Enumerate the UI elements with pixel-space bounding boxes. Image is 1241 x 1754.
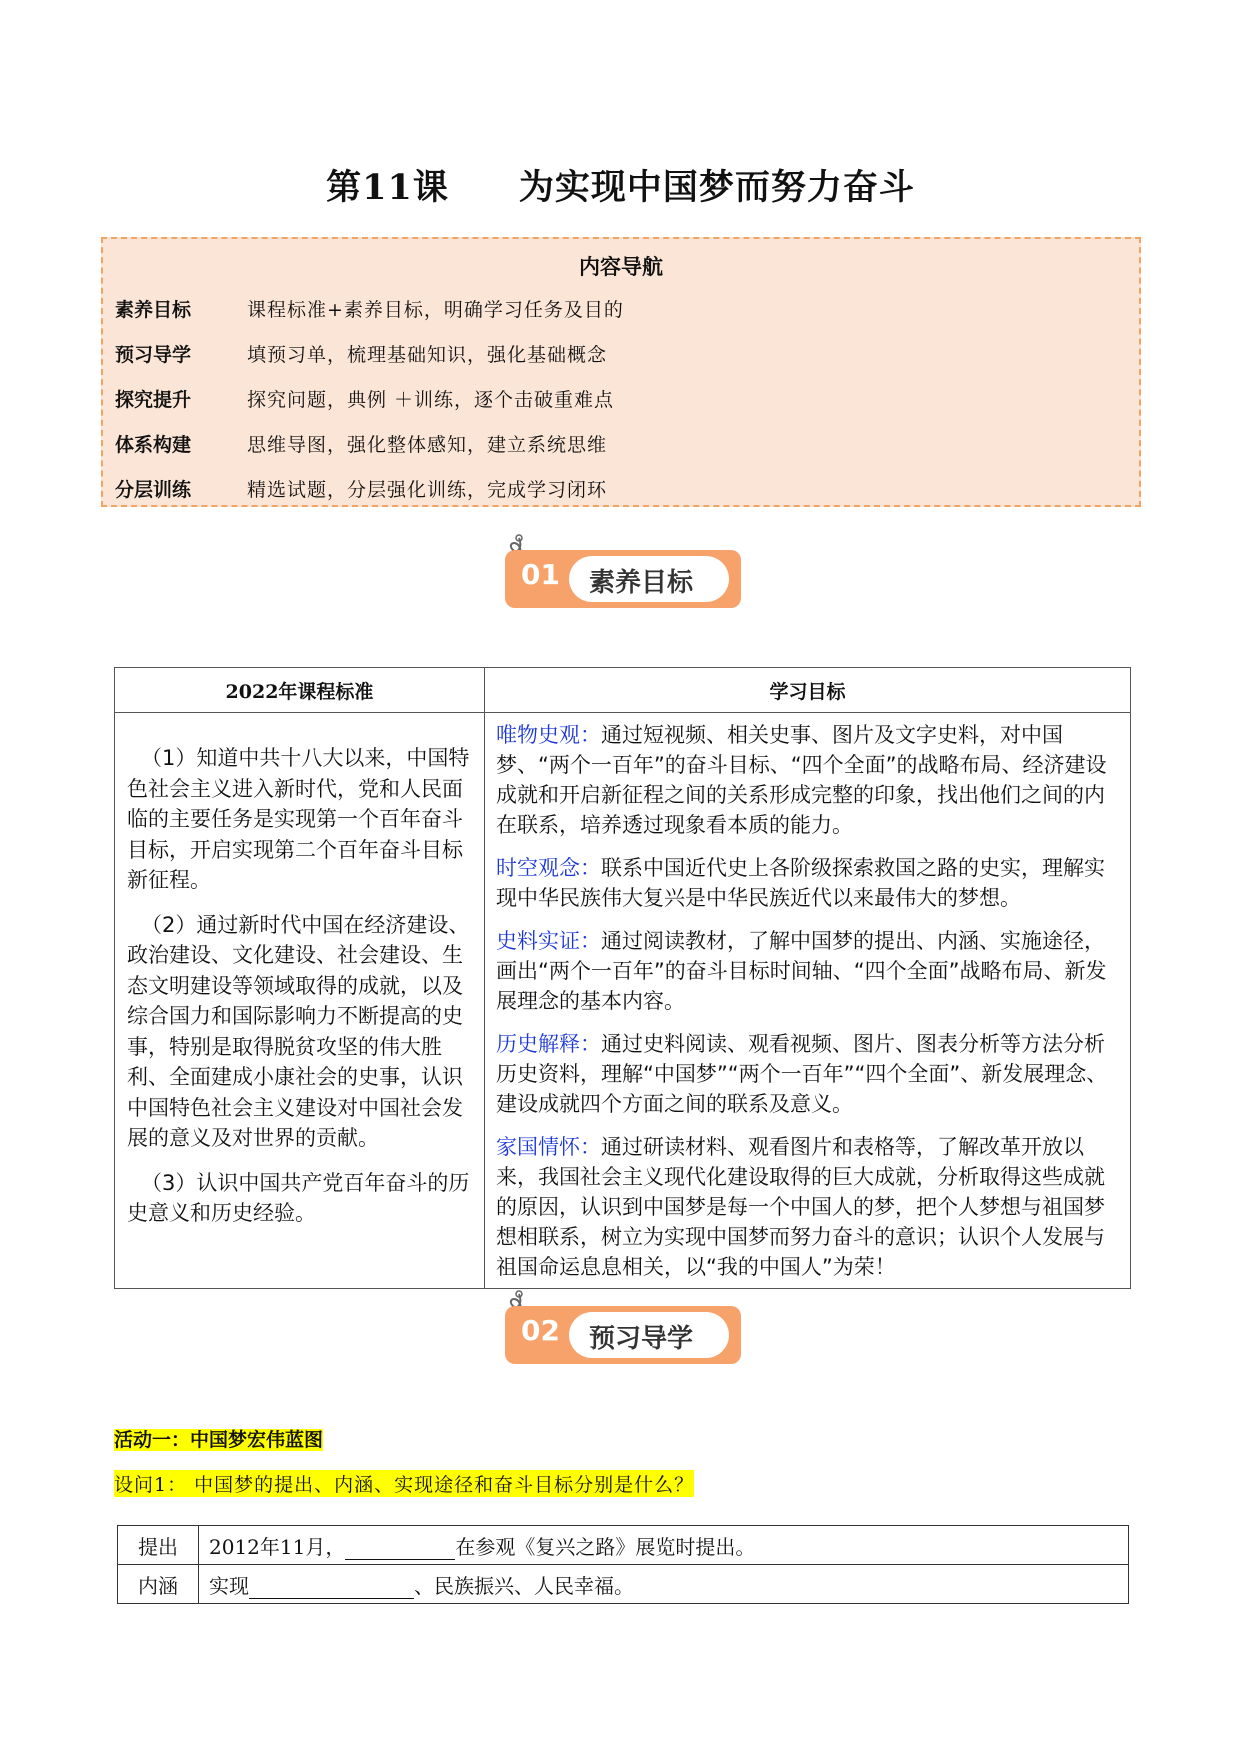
goal-tag: 唯物史观： — [496, 723, 601, 747]
nav-row — [115, 295, 624, 325]
nav-row — [115, 385, 614, 415]
nav-row — [115, 340, 607, 370]
badge-number: 02 — [521, 1314, 560, 1347]
standard-item: （1）知道中共十八大以来，中国特色社会主义进入新时代，党和人民面临的主要任务是实现第一个百年奋斗目标，开启实现第二个百年奋斗目标新征程。 — [127, 746, 470, 892]
row-content — [199, 1565, 1129, 1604]
lesson-number: 第11课 — [326, 167, 449, 208]
goal-item — [496, 853, 1120, 913]
badge-number: 01 — [521, 558, 560, 591]
goal-tag: 时空观念： — [496, 856, 601, 880]
table-header: 2022年课程标准 — [115, 668, 485, 713]
badge-label: 素养目标 — [589, 568, 694, 598]
nav-value: 思维导图，强化整体感知，建立系统思维 — [247, 434, 608, 456]
nav-key: 分层训练 — [115, 479, 192, 501]
goal-tag: 家国情怀： — [496, 1135, 601, 1159]
nav-value: 探究问题，典例 ＋训练，逐个击破重难点 — [247, 389, 615, 411]
goal-item — [496, 720, 1120, 840]
goal-text: 联系中国近代史上各阶级探索救国之路的史实，理解实现中华民族伟大复兴是中华民族近代以来最伟大的梦想。 — [496, 856, 1105, 910]
nav-row — [115, 475, 607, 505]
goal-text: 通过短视频、相关史事、图片及文字史料，对中国梦、“两个一百年”的奋斗目标、“四个全面”的战略布局、经济建设成就和开启新征程之间的关系形成完整的印象，找出他们之间的内在联系，培养透过现象看本质的能力。 — [496, 723, 1107, 837]
goal-item — [496, 926, 1120, 1016]
table-row — [118, 1565, 1129, 1604]
goal-text: 通过阅读教材，了解中国梦的提出、内涵、实施途径，画出“两个一百年”的奋斗目标时间轴、“四个全面”战略布局、新发展理念的基本内容。 — [496, 929, 1107, 1013]
question-text: 设问1： 中国梦的提出、内涵、实现途径和奋斗目标分别是什么？ — [114, 1470, 694, 1497]
row-text-after: 在参观《复兴之路》展览时提出。 — [455, 1534, 756, 1559]
table-row — [115, 713, 1131, 1289]
table-header: 学习目标 — [485, 668, 1131, 713]
nav-header: 内容导航 — [579, 255, 663, 279]
row-text-before: 实现 — [209, 1573, 249, 1598]
goals-cell — [485, 713, 1131, 1289]
row-key: 内涵 — [118, 1565, 199, 1604]
activity-title — [114, 1425, 323, 1452]
badge-label: 预习导学 — [589, 1324, 694, 1354]
standard-item: （2）通过新时代中国在经济建设、政治建设、文化建设、社会建设、生态文明建设等领域取得的成就，以及综合国力和国际影响力不断提高的史事，特别是取得脱贫攻坚的伟大胜利、全面建成小康社会的史事，认识中国特色社会主义建设对中国社会发展的意义及对世界的贡献。 — [127, 912, 470, 1150]
table-row — [118, 1526, 1129, 1565]
row-text-before: 2012年11月， — [209, 1534, 346, 1559]
section-badge-02 — [505, 1296, 741, 1364]
nav-row — [115, 430, 607, 460]
row-text-after: 、民族振兴、人民幸福。 — [414, 1573, 634, 1598]
nav-key: 体系构建 — [115, 434, 192, 456]
fill-in-table — [117, 1525, 1129, 1604]
table-header-row — [115, 668, 1131, 713]
section-badge-01 — [505, 540, 741, 608]
goal-item — [496, 1029, 1120, 1119]
nav-value: 课程标准+素养目标，明确学习任务及目的 — [247, 299, 624, 321]
row-content — [199, 1526, 1129, 1565]
goal-text: 通过研读材料、观看图片和表格等，了解改革开放以来，我国社会主义现代化建设取得的巨大成就，分析取得这些成就的原因，认识到中国梦是每一个中国人的梦，把个人梦想与祖国梦想相联系，树立为实现中国梦而努力奋斗的意识；认识个人发展与祖国命运息息相关，以“我的中国人”为荣！ — [496, 1135, 1105, 1279]
goal-item — [496, 1132, 1120, 1282]
standard-item: （3）认识中国共产党百年奋斗的历史意义和历史经验。 — [127, 1170, 470, 1225]
goal-tag: 史料实证： — [496, 929, 601, 953]
page-title — [0, 160, 1241, 210]
curriculum-standards-table — [114, 667, 1131, 1289]
goal-tag: 历史解释： — [496, 1032, 601, 1056]
answer-blank[interactable] — [345, 1537, 455, 1560]
nav-key: 探究提升 — [115, 389, 192, 411]
lesson-title: 为实现中国梦而努力奋斗 — [518, 167, 915, 208]
goal-text: 通过史料阅读、观看视频、图片、图表分析等方法分析历史资料，理解“中国梦”“两个一百年”“四个全面”、新发展理念、建设成就四个方面之间的联系及意义。 — [496, 1032, 1108, 1116]
nav-key: 素养目标 — [115, 299, 192, 321]
row-key: 提出 — [118, 1526, 199, 1565]
answer-blank[interactable] — [249, 1576, 414, 1599]
content-navigation-box — [101, 237, 1141, 507]
nav-value: 填预习单，梳理基础知识，强化基础概念 — [247, 344, 608, 366]
nav-value: 精选试题，分层强化训练，完成学习闭环 — [247, 479, 608, 501]
nav-key: 预习导学 — [115, 344, 192, 366]
activity-title-text: 活动一：中国梦宏伟蓝图 — [114, 1429, 324, 1451]
standards-cell — [115, 713, 485, 1289]
